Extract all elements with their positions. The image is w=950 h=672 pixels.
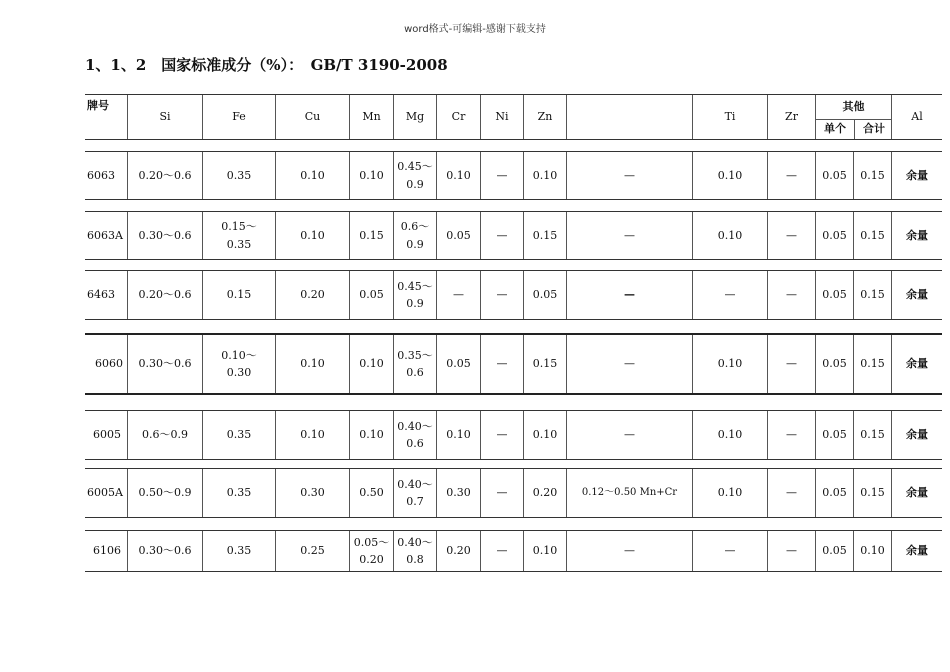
- cell-al: 余量: [891, 531, 942, 571]
- cell-mg: [393, 212, 436, 259]
- cell-cu: 0.10: [275, 212, 349, 259]
- header-ni: Ni: [480, 95, 523, 139]
- cell-ni: —: [480, 469, 523, 517]
- cell-cr: —: [436, 271, 480, 319]
- cell-mn: 0.05: [349, 271, 393, 319]
- cell-note: —: [566, 212, 692, 259]
- cell-al: 余量: [891, 469, 942, 517]
- cell-note: —: [566, 411, 692, 459]
- header-al: Al: [891, 95, 942, 139]
- header-other-group: [815, 95, 891, 139]
- cell-mg-line2: 0.8: [406, 553, 424, 566]
- cell-single: 0.05: [815, 335, 853, 393]
- cell-al: 余量: [891, 411, 942, 459]
- cell-mg-line2: 0.9: [406, 297, 424, 310]
- cell-zr: —: [767, 212, 815, 259]
- cell-zn: 0.10: [523, 531, 566, 571]
- cell-grade: 6063: [87, 168, 115, 182]
- header-note: [566, 95, 692, 139]
- cell-ti: 0.10: [692, 335, 767, 393]
- cell-fe: 0.35: [202, 469, 275, 517]
- cell-fe: [202, 335, 275, 393]
- cell-cu: 0.10: [275, 411, 349, 459]
- cell-single: 0.05: [815, 469, 853, 517]
- cell-mg-line1: 0.45～: [397, 279, 433, 293]
- table-row: [85, 211, 942, 260]
- table-row: [85, 333, 942, 395]
- cell-al: 余量: [891, 335, 942, 393]
- cell-cr: 0.05: [436, 212, 480, 259]
- table-row: [85, 151, 942, 200]
- table-row: [85, 410, 942, 460]
- cell-fe: 0.35: [202, 531, 275, 571]
- cell-mn: 0.10: [349, 335, 393, 393]
- cell-zn: 0.15: [523, 212, 566, 259]
- cell-cr: 0.30: [436, 469, 480, 517]
- cell-fe: 0.15: [202, 271, 275, 319]
- cell-cr: 0.05: [436, 335, 480, 393]
- header-cr: Cr: [436, 95, 480, 139]
- cell-zr: —: [767, 271, 815, 319]
- cell-grade: 6005: [93, 428, 121, 442]
- cell-mn: 0.10: [349, 152, 393, 199]
- cell-mg: [393, 469, 436, 517]
- cell-ti: 0.10: [692, 411, 767, 459]
- cell-grade: 6063A: [87, 228, 123, 242]
- cell-note: 0.12～0.50 Mn+Cr: [566, 469, 692, 517]
- cell-mn-line2: 0.20: [359, 553, 384, 566]
- cell-si: 0.20～0.6: [127, 271, 202, 319]
- page-header-note: word格式-可编辑-感谢下载支持: [404, 24, 546, 35]
- cell-cr: 0.10: [436, 411, 480, 459]
- cell-ti: —: [692, 271, 767, 319]
- cell-single: 0.05: [815, 212, 853, 259]
- cell-note: —: [566, 152, 692, 199]
- cell-single: 0.05: [815, 271, 853, 319]
- cell-total: 0.15: [853, 271, 891, 319]
- cell-mg: [393, 411, 436, 459]
- cell-cu: 0.10: [275, 152, 349, 199]
- cell-total: 0.10: [853, 531, 891, 571]
- cell-zn: 0.10: [523, 411, 566, 459]
- cell-mg: [393, 531, 436, 571]
- cell-cu: 0.20: [275, 271, 349, 319]
- cell-mg-line2: 0.6: [406, 437, 424, 450]
- cell-fe-line2: 0.35: [226, 237, 252, 251]
- header-zr: Zr: [767, 95, 815, 139]
- cell-ni: —: [480, 411, 523, 459]
- cell-cr: 0.20: [436, 531, 480, 571]
- cell-mg-line2: 0.6: [406, 366, 424, 379]
- cell-mg-line2: 0.7: [406, 495, 424, 508]
- cell-mg: [393, 271, 436, 319]
- cell-total: 0.15: [853, 152, 891, 199]
- cell-fe: 0.35: [202, 152, 275, 199]
- cell-note: —: [566, 531, 692, 571]
- cell-grade: 6106: [93, 544, 121, 558]
- cell-mg-line2: 0.9: [406, 237, 424, 251]
- cell-ti: 0.10: [692, 152, 767, 199]
- cell-single: 0.05: [815, 152, 853, 199]
- cell-fe-line2: 0.30: [226, 366, 252, 379]
- cell-mn: 0.50: [349, 469, 393, 517]
- cell-ni: —: [480, 152, 523, 199]
- cell-single: 0.05: [815, 531, 853, 571]
- cell-zr: —: [767, 411, 815, 459]
- cell-total: 0.15: [853, 469, 891, 517]
- cell-mn: 0.10: [349, 411, 393, 459]
- cell-fe-line1: 0.10～: [221, 348, 257, 362]
- cell-si: 0.20～0.6: [127, 152, 202, 199]
- cell-zr: —: [767, 469, 815, 517]
- header-grade: 牌号: [87, 99, 109, 112]
- cell-ni: —: [480, 335, 523, 393]
- cell-zr: —: [767, 152, 815, 199]
- cell-mn: 0.15: [349, 212, 393, 259]
- cell-mg: [393, 152, 436, 199]
- cell-zn: 0.10: [523, 152, 566, 199]
- cell-cu: 0.30: [275, 469, 349, 517]
- header-single: 单个: [824, 122, 846, 136]
- cell-note: —: [566, 335, 692, 393]
- cell-fe: [202, 212, 275, 259]
- cell-al: 余量: [891, 212, 942, 259]
- header-cu: Cu: [275, 95, 349, 139]
- cell-si: 0.50～0.9: [127, 469, 202, 517]
- cell-grade: 6005A: [87, 486, 123, 500]
- cell-zr: —: [767, 335, 815, 393]
- cell-mn-line1: 0.05～: [353, 535, 390, 549]
- cell-si: 0.30～0.6: [127, 212, 202, 259]
- cell-mn: [349, 531, 393, 571]
- cell-zn: 0.05: [523, 271, 566, 319]
- cell-ti: —: [692, 531, 767, 571]
- cell-zn: 0.15: [523, 335, 566, 393]
- cell-fe: 0.35: [202, 411, 275, 459]
- cell-mg-line2: 0.9: [406, 177, 424, 191]
- cell-cr: 0.10: [436, 152, 480, 199]
- cell-ni: —: [480, 271, 523, 319]
- table-row: [85, 270, 942, 320]
- header-total: 合计: [854, 119, 893, 139]
- cell-fe-line1: 0.15～: [221, 220, 257, 234]
- cell-total: 0.15: [853, 335, 891, 393]
- cell-total: 0.15: [853, 212, 891, 259]
- cell-note: —: [566, 271, 692, 319]
- table-row: [85, 530, 942, 572]
- table-header: [85, 94, 942, 140]
- cell-grade: 6060: [95, 357, 123, 371]
- cell-ni: —: [480, 531, 523, 571]
- cell-zn: 0.20: [523, 469, 566, 517]
- cell-mg-line1: 0.40～: [397, 419, 433, 433]
- cell-mg-line1: 0.45～: [397, 160, 433, 174]
- cell-zr: —: [767, 531, 815, 571]
- cell-mg-line1: 0.40～: [397, 477, 433, 491]
- cell-ni: —: [480, 212, 523, 259]
- table-row: [85, 468, 942, 518]
- cell-si: 0.6～0.9: [127, 411, 202, 459]
- cell-single: 0.05: [815, 411, 853, 459]
- cell-mg: [393, 335, 436, 393]
- header-mg: Mg: [393, 95, 436, 139]
- cell-grade: 6463: [87, 288, 115, 302]
- cell-ti: 0.10: [692, 469, 767, 517]
- header-ti: Ti: [692, 95, 767, 139]
- cell-mg-line1: 0.40～: [397, 535, 433, 549]
- cell-si: 0.30～0.6: [127, 335, 202, 393]
- cell-total: 0.15: [853, 411, 891, 459]
- header-si: Si: [127, 95, 202, 139]
- header-mn: Mn: [349, 95, 393, 139]
- cell-mg-line1: 0.35～: [397, 348, 433, 362]
- cell-cu: 0.10: [275, 335, 349, 393]
- cell-ti: 0.10: [692, 212, 767, 259]
- cell-al: 余量: [891, 271, 942, 319]
- cell-mg-line1: 0.6～: [400, 220, 430, 234]
- cell-cu: 0.25: [275, 531, 349, 571]
- header-other: 其他: [816, 95, 891, 120]
- cell-al: 余量: [891, 152, 942, 199]
- section-title: 1、1、2 国家标准成分（%）： GB/T 3190-2008: [85, 56, 448, 74]
- header-fe: Fe: [202, 95, 275, 139]
- header-zn: Zn: [523, 95, 566, 139]
- cell-si: 0.30～0.6: [127, 531, 202, 571]
